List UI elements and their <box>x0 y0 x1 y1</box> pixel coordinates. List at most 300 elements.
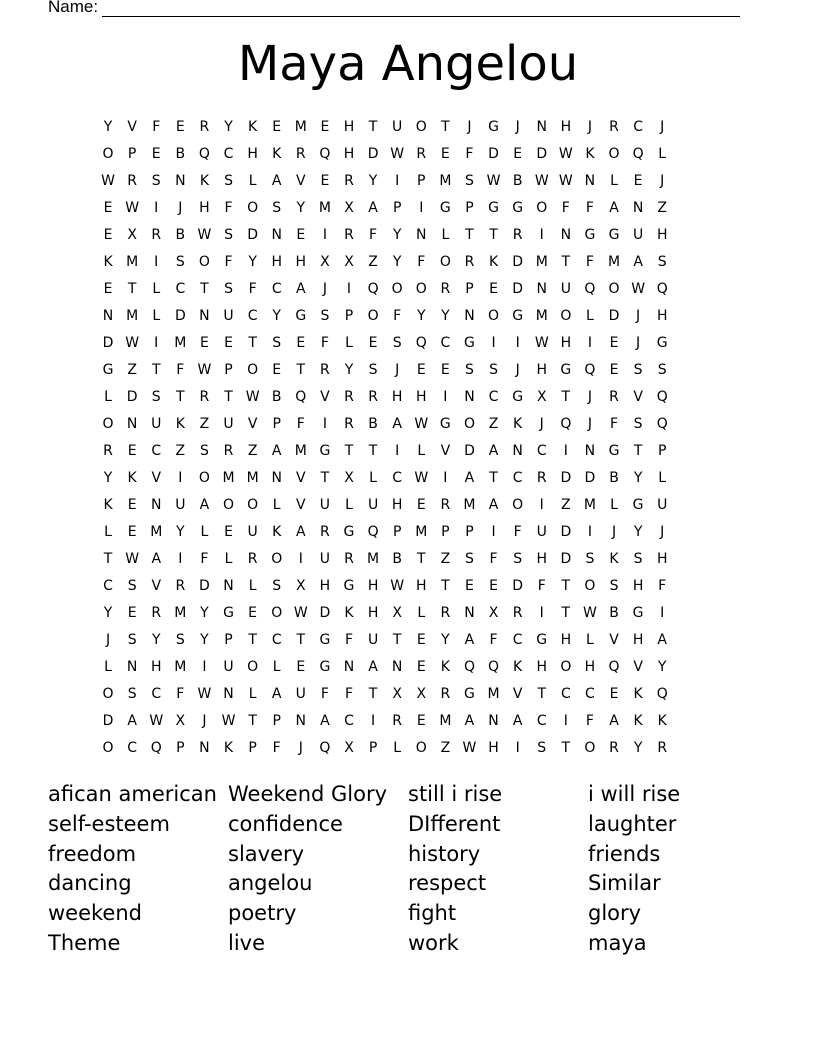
grid-letter: F <box>393 307 402 324</box>
grid-letter: S <box>489 361 498 378</box>
grid-row <box>96 680 674 707</box>
grid-letter: W <box>558 145 573 162</box>
grid-letter: C <box>127 739 138 756</box>
grid-row <box>96 194 674 221</box>
grid-letter: W <box>197 685 212 702</box>
grid-letter: F <box>465 145 474 162</box>
grid-letter: E <box>465 577 474 594</box>
grid-row <box>96 329 674 356</box>
grid-letter: O <box>608 280 620 297</box>
grid-letter: R <box>392 712 403 729</box>
grid-letter: M <box>583 496 596 513</box>
grid-letter: O <box>536 199 548 216</box>
grid-letter: L <box>441 226 450 243</box>
grid-letter: Z <box>561 496 571 513</box>
grid-letter: B <box>392 550 402 567</box>
grid-letter: R <box>344 415 354 432</box>
grid-letter: O <box>560 307 572 324</box>
grid-letter: Y <box>200 631 209 648</box>
grid-letter: J <box>636 307 641 324</box>
grid-letter: T <box>537 685 547 702</box>
word-bank-item: live <box>228 930 266 955</box>
grid-letter: H <box>536 658 547 675</box>
grid-letter: E <box>489 280 498 297</box>
grid-letter: B <box>512 172 523 189</box>
grid-letter: U <box>295 685 306 702</box>
grid-letter: X <box>344 469 354 486</box>
grid-row <box>96 545 674 572</box>
grid-letter: N <box>464 388 475 405</box>
grid-letter: T <box>248 712 257 729</box>
grid-letter: P <box>272 712 281 729</box>
grid-letter: A <box>271 172 282 189</box>
grid-letter: Q <box>584 280 596 297</box>
grid-letter: A <box>633 253 643 270</box>
grid-letter: M <box>222 469 235 486</box>
grid-letter: K <box>633 712 643 729</box>
grid-letter: C <box>223 145 234 162</box>
grid-letter: I <box>178 550 183 567</box>
grid-letter: T <box>416 550 426 567</box>
grid-letter: L <box>586 631 594 648</box>
grid-letter: V <box>151 469 162 486</box>
grid-letter: S <box>224 226 233 243</box>
grid-letter: I <box>491 334 496 351</box>
grid-letter: J <box>395 361 400 378</box>
grid-letter: E <box>272 118 282 135</box>
grid-letter: H <box>367 577 379 594</box>
grid-letter: R <box>609 388 619 405</box>
grid-letter: G <box>223 604 234 621</box>
grid-letter: D <box>536 145 548 162</box>
grid-letter: E <box>416 361 426 378</box>
grid-row <box>96 221 674 248</box>
grid-letter: X <box>392 685 402 702</box>
grid-letter: N <box>271 469 282 486</box>
grid-letter: E <box>103 226 113 243</box>
grid-letter: W <box>221 712 236 729</box>
grid-letter: C <box>512 469 523 486</box>
grid-letter: O <box>247 199 259 216</box>
grid-letter: Q <box>656 415 668 432</box>
grid-letter: J <box>105 631 111 648</box>
grid-letter: W <box>125 334 140 351</box>
grid-letter: O <box>102 145 114 162</box>
grid-letter: A <box>127 712 137 729</box>
grid-letter: I <box>563 712 568 729</box>
name-blank-line <box>102 1 740 17</box>
grid-letter: P <box>392 199 402 216</box>
grid-letter: O <box>198 253 210 270</box>
grid-letter: N <box>126 415 138 432</box>
grid-letter: W <box>245 388 260 405</box>
grid-letter: H <box>632 577 644 594</box>
grid-letter: H <box>632 631 644 648</box>
grid-letter: Q <box>319 145 331 162</box>
grid-letter: S <box>465 361 474 378</box>
grid-letter: H <box>271 253 282 270</box>
grid-letter: Q <box>608 658 620 675</box>
grid-letter: M <box>607 253 621 270</box>
grid-letter: Y <box>296 199 306 216</box>
grid-letter: T <box>441 118 450 135</box>
grid-letter: Y <box>368 172 378 189</box>
grid-letter: T <box>320 469 330 486</box>
grid-letter: O <box>391 280 403 297</box>
grid-letter: G <box>464 685 475 702</box>
grid-letter: E <box>224 334 233 351</box>
grid-letter: P <box>657 442 667 459</box>
grid-row <box>96 518 674 545</box>
grid-letter: R <box>175 577 186 594</box>
grid-letter: R <box>151 226 162 243</box>
grid-letter: R <box>657 739 668 756</box>
grid-letter: P <box>344 307 354 324</box>
grid-letter: T <box>103 550 113 567</box>
grid-letter: S <box>633 550 643 567</box>
grid-row <box>96 707 674 734</box>
grid-letter: Y <box>392 253 402 270</box>
grid-letter: V <box>320 388 330 405</box>
grid-letter: O <box>584 577 596 594</box>
grid-letter: G <box>319 631 331 648</box>
grid-letter: E <box>416 631 426 648</box>
grid-letter: D <box>102 712 114 729</box>
grid-letter: G <box>512 307 524 324</box>
grid-letter: C <box>488 388 499 405</box>
grid-letter: Y <box>103 469 113 486</box>
grid-letter: I <box>346 280 352 297</box>
grid-letter: T <box>248 631 257 648</box>
grid-letter: F <box>585 199 594 216</box>
grid-letter: I <box>154 253 159 270</box>
grid-letter: E <box>103 199 113 216</box>
grid-letter: S <box>513 550 523 567</box>
grid-letter: M <box>463 496 476 513</box>
grid-letter: J <box>636 334 641 351</box>
grid-letter: T <box>489 469 498 486</box>
grid-letter: I <box>515 739 520 756</box>
grid-letter: A <box>199 496 210 513</box>
grid-letter: N <box>271 226 282 243</box>
grid-letter: L <box>272 658 281 675</box>
grid-letter: J <box>611 523 617 540</box>
grid-letter: M <box>246 469 259 486</box>
grid-letter: F <box>609 415 619 432</box>
grid-letter: W <box>486 172 501 189</box>
grid-letter: I <box>491 523 496 540</box>
grid-letter: L <box>152 280 161 297</box>
word-bank-item: self-esteem <box>48 811 170 836</box>
grid-letter: H <box>319 577 331 594</box>
word-bank-item: work <box>408 930 459 955</box>
grid-letter: I <box>322 226 327 243</box>
word-bank-item: angelou <box>228 871 313 896</box>
grid-letter: D <box>247 226 258 243</box>
grid-letter: Q <box>488 658 500 675</box>
grid-letter: M <box>367 550 380 567</box>
grid-letter: V <box>633 658 643 675</box>
word-bank-item: Theme <box>48 930 121 955</box>
grid-letter: K <box>127 469 137 486</box>
grid-letter: B <box>175 226 186 243</box>
grid-letter: K <box>633 685 643 702</box>
grid-letter: O <box>223 496 235 513</box>
grid-letter: G <box>295 307 307 324</box>
grid-row <box>96 167 674 194</box>
word-bank-item: friends <box>588 841 661 866</box>
grid-letter: I <box>154 334 159 351</box>
grid-letter: V <box>633 388 643 405</box>
grid-letter: J <box>587 118 592 135</box>
grid-letter: T <box>465 226 474 243</box>
grid-letter: Q <box>198 145 210 162</box>
grid-letter: G <box>608 442 620 459</box>
grid-letter: O <box>415 280 427 297</box>
grid-letter: V <box>127 118 137 135</box>
grid-letter: R <box>344 172 354 189</box>
grid-letter: A <box>320 712 330 729</box>
grid-letter: R <box>536 469 547 486</box>
grid-letter: V <box>296 469 306 486</box>
grid-letter: G <box>102 361 114 378</box>
grid-letter: C <box>175 280 186 297</box>
grid-letter: F <box>344 685 354 702</box>
grid-letter: A <box>512 712 523 729</box>
grid-letter: S <box>151 388 161 405</box>
grid-letter: T <box>344 442 354 459</box>
grid-letter: E <box>296 658 306 675</box>
grid-letter: S <box>127 631 137 648</box>
grid-letter: A <box>392 415 402 432</box>
grid-letter: K <box>248 118 258 135</box>
grid-letter: L <box>586 307 594 324</box>
grid-letter: T <box>561 604 571 621</box>
grid-letter: F <box>320 685 329 702</box>
grid-letter: N <box>464 604 475 621</box>
grid-letter: G <box>536 631 548 648</box>
grid-letter: S <box>175 631 185 648</box>
grid-letter: N <box>126 658 138 675</box>
grid-letter: T <box>151 361 161 378</box>
grid-letter: E <box>609 334 619 351</box>
grid-letter: W <box>534 334 549 351</box>
grid-letter: H <box>416 388 427 405</box>
grid-letter: I <box>419 199 424 216</box>
grid-letter: K <box>513 658 523 675</box>
grid-letter: B <box>368 415 378 432</box>
name-label: Name: <box>48 0 99 16</box>
grid-letter: C <box>633 118 643 135</box>
grid-letter: F <box>561 199 570 216</box>
grid-letter: K <box>103 253 113 270</box>
grid-letter: Z <box>657 199 667 216</box>
grid-letter: L <box>417 442 426 459</box>
grid-letter: H <box>343 118 355 135</box>
grid-letter: W <box>197 226 212 243</box>
grid-letter: W <box>631 280 646 297</box>
grid-letter: U <box>657 496 668 513</box>
grid-letter: P <box>417 172 426 189</box>
grid-letter: R <box>368 388 378 405</box>
grid-letter: S <box>272 199 282 216</box>
grid-letter: C <box>560 685 571 702</box>
grid-letter: S <box>224 280 233 297</box>
grid-letter: L <box>248 685 257 702</box>
grid-letter: S <box>151 172 161 189</box>
grid-letter: J <box>202 712 207 729</box>
grid-letter: L <box>610 172 618 189</box>
grid-letter: H <box>560 118 572 135</box>
grid-letter: N <box>295 712 307 729</box>
grid-letter: T <box>561 739 571 756</box>
grid-letter: R <box>512 604 523 621</box>
word-bank-item: i will rise <box>588 782 681 806</box>
grid-letter: U <box>223 658 234 675</box>
grid-letter: R <box>609 118 619 135</box>
grid-letter: K <box>657 712 667 729</box>
grid-letter: O <box>584 739 596 756</box>
grid-letter: J <box>660 172 665 189</box>
grid-letter: R <box>103 442 113 459</box>
grid-letter: K <box>175 415 185 432</box>
grid-letter: V <box>247 415 258 432</box>
grid-letter: F <box>224 253 233 270</box>
grid-letter: I <box>298 550 303 567</box>
grid-letter: A <box>271 442 282 459</box>
grid-letter: Y <box>633 523 643 540</box>
grid-letter: A <box>657 631 667 648</box>
grid-letter: E <box>513 145 523 162</box>
grid-letter: Z <box>175 442 186 459</box>
grid-letter: E <box>224 523 233 540</box>
grid-letter: O <box>271 550 283 567</box>
grid-letter: G <box>319 658 331 675</box>
grid-letter: Q <box>295 388 307 405</box>
grid-letter: R <box>512 226 523 243</box>
grid-row <box>96 410 674 437</box>
grid-letter: N <box>199 307 210 324</box>
grid-letter: H <box>343 145 355 162</box>
grid-letter: S <box>657 361 667 378</box>
grid-letter: C <box>440 334 451 351</box>
grid-letter: Y <box>103 604 113 621</box>
grid-letter: M <box>439 712 452 729</box>
grid-letter: Q <box>319 739 331 756</box>
grid-letter: G <box>584 226 596 243</box>
grid-letter: N <box>560 226 572 243</box>
grid-letter: M <box>174 604 187 621</box>
grid-letter: F <box>200 550 209 567</box>
grid-letter: R <box>344 226 354 243</box>
grid-letter: D <box>512 577 524 594</box>
grid-letter: U <box>536 523 547 540</box>
grid-letter: Y <box>224 118 233 135</box>
grid-row <box>96 113 674 140</box>
grid-letter: H <box>560 334 572 351</box>
grid-letter: N <box>199 739 210 756</box>
grid-letter: V <box>609 631 619 648</box>
grid-letter: E <box>609 361 619 378</box>
grid-letter: W <box>462 739 477 756</box>
grid-letter: Y <box>416 307 426 324</box>
grid-letter: L <box>658 145 667 162</box>
grid-letter: Z <box>488 415 499 432</box>
grid-letter: O <box>102 415 114 432</box>
grid-letter: C <box>392 469 403 486</box>
grid-letter: R <box>440 685 451 702</box>
grid-letter: H <box>416 577 427 594</box>
grid-letter: E <box>440 145 450 162</box>
grid-letter: H <box>656 307 668 324</box>
grid-letter: H <box>560 631 572 648</box>
grid-letter: C <box>271 631 282 648</box>
grid-letter: L <box>369 469 377 486</box>
grid-letter: E <box>440 361 450 378</box>
grid-letter: A <box>464 469 475 486</box>
grid-letter: V <box>512 685 523 702</box>
grid-letter: E <box>320 118 330 135</box>
grid-letter: S <box>537 739 547 756</box>
grid-letter: F <box>272 739 281 756</box>
grid-letter: Q <box>656 280 668 297</box>
grid-letter: L <box>417 604 426 621</box>
grid-letter: H <box>536 361 547 378</box>
grid-letter: U <box>392 118 403 135</box>
grid-letter: M <box>318 199 331 216</box>
grid-letter: J <box>322 280 327 297</box>
grid-letter: D <box>560 469 572 486</box>
grid-letter: D <box>584 469 596 486</box>
grid-letter: I <box>587 334 592 351</box>
grid-letter: T <box>489 226 498 243</box>
grid-letter: G <box>439 199 451 216</box>
grid-letter: M <box>126 307 139 324</box>
grid-letter: R <box>440 280 451 297</box>
grid-letter: G <box>488 118 499 135</box>
grid-letter: M <box>415 523 428 540</box>
grid-letter: S <box>175 253 185 270</box>
grid-letter: W <box>149 712 164 729</box>
grid-row <box>96 464 674 491</box>
grid-letter: C <box>536 712 547 729</box>
grid-letter: Y <box>151 631 161 648</box>
grid-letter: L <box>345 334 353 351</box>
grid-letter: S <box>633 415 643 432</box>
grid-letter: Z <box>440 550 451 567</box>
grid-letter: S <box>609 577 619 594</box>
grid-letter: Z <box>440 739 451 756</box>
grid-letter: W <box>534 172 549 189</box>
grid-letter: E <box>633 172 643 189</box>
grid-letter: J <box>467 118 472 135</box>
grid-letter: F <box>513 523 522 540</box>
grid-letter: P <box>465 280 474 297</box>
grid-letter: T <box>296 361 306 378</box>
grid-letter: B <box>609 604 619 621</box>
grid-letter: X <box>344 199 354 216</box>
grid-letter: Y <box>441 307 450 324</box>
grid-letter: E <box>127 604 137 621</box>
grid-letter: H <box>584 658 596 675</box>
grid-letter: E <box>199 334 209 351</box>
grid-letter: K <box>585 145 595 162</box>
grid-letter: Y <box>633 469 643 486</box>
grid-letter: I <box>660 604 665 621</box>
grid-letter: K <box>272 145 282 162</box>
grid-letter: R <box>344 388 354 405</box>
grid-letter: Z <box>127 361 137 378</box>
